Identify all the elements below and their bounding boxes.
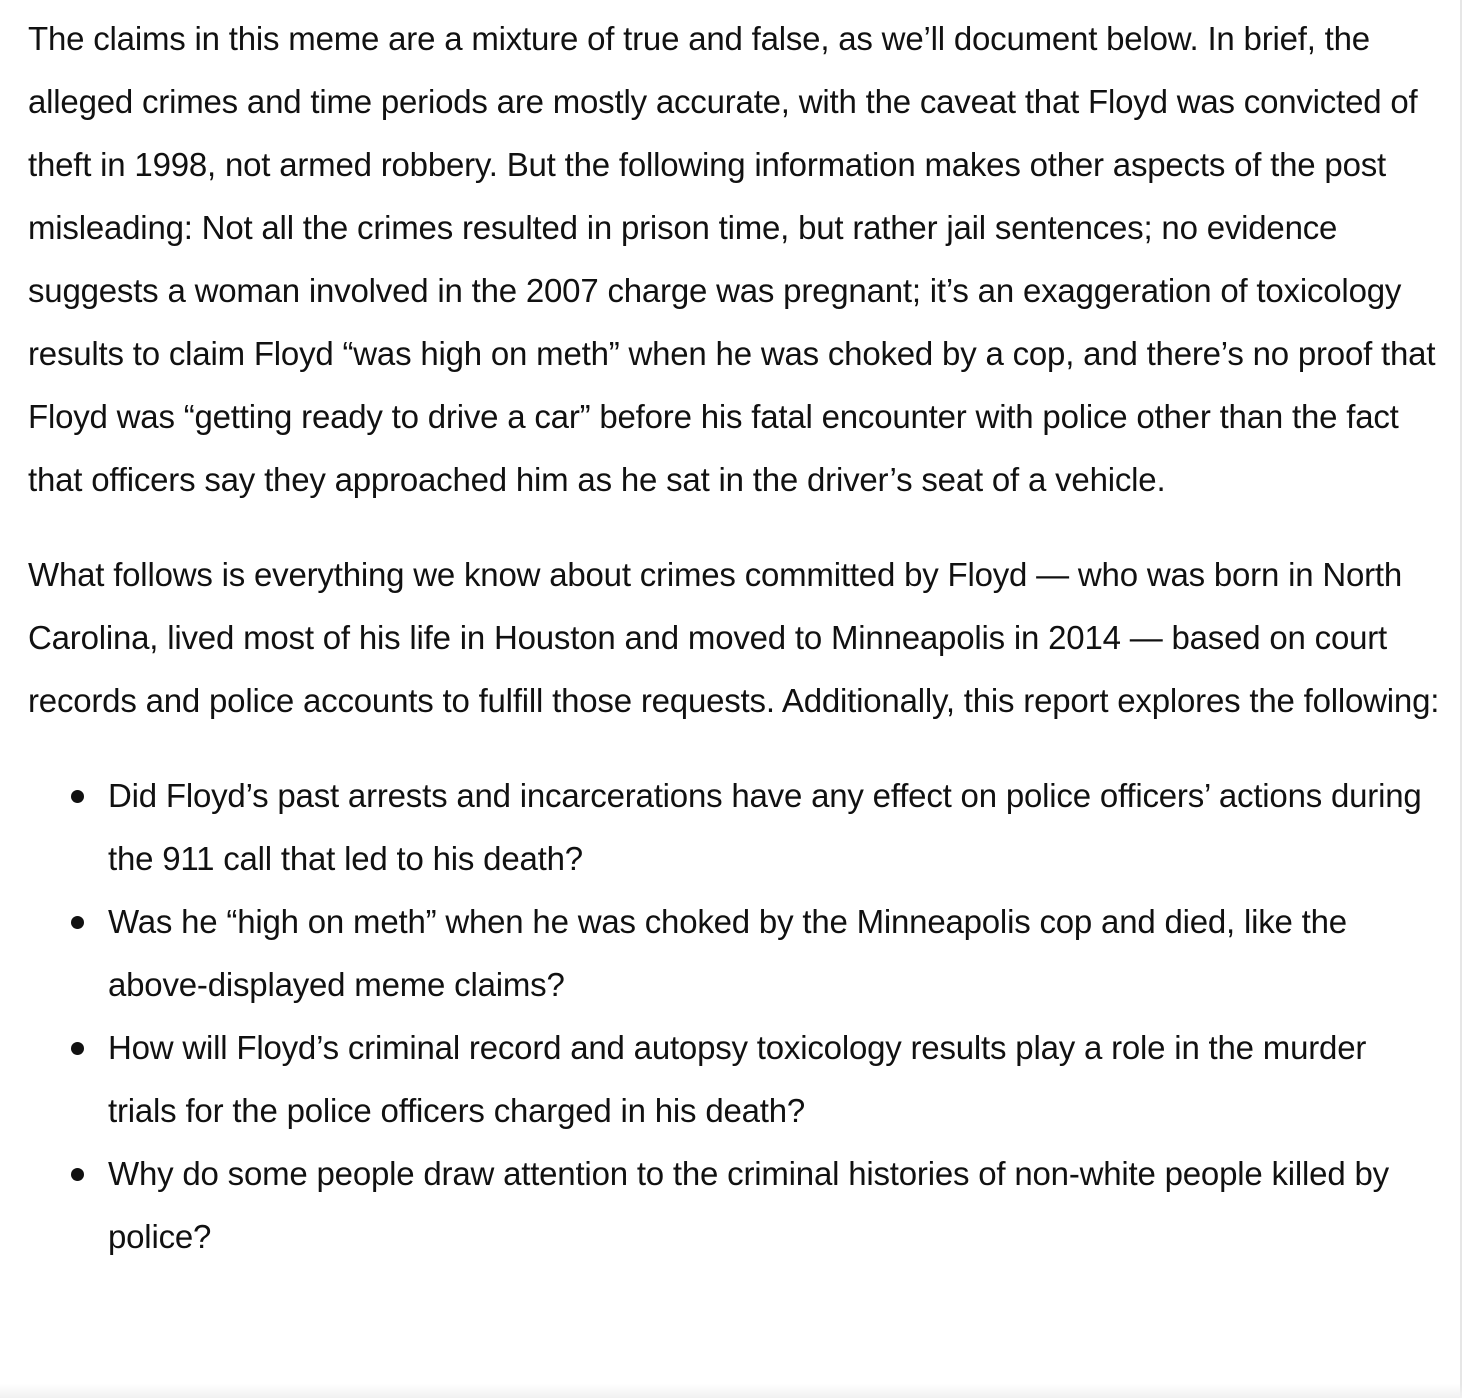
list-item-text: How will Floyd’s criminal record and autopsy toxicology results play a role in the murder trials for the police officers charged in his death?	[108, 1029, 1367, 1129]
bullet-icon	[71, 790, 84, 803]
list-item	[108, 1016, 1443, 1142]
bullet-icon	[71, 1042, 84, 1055]
overview-paragraph: What follows is everything we know about crimes committed by Floyd — who was born in North Carolina, lived most of his life in Houston and moved to Minneapolis in 2014 — based on court records and police accounts to fulfill those requests. Additionally, this report explores the following:	[28, 556, 1440, 719]
questions-list	[28, 764, 1443, 1268]
list-item-text: Did Floyd’s past arrests and incarcerations have any effect on police officers’ actions during the 911 call that led to his death?	[108, 777, 1422, 877]
list-item	[108, 1142, 1443, 1268]
intro-paragraph: The claims in this meme are a mixture of true and false, as we’ll document below. In brief, the alleged crimes and time periods are mostly accurate, with the caveat that Floyd was convicted of theft in 1998, not armed robbery. But the following information makes other aspects of the post misleading: Not all the crimes resulted in prison time, but rather jail sentences; no evidence suggests a woman involved in the 2007 charge was pregnant; it’s an exaggeration of toxicology results to claim Floyd “was high on meth” when he was choked by a cop, and there’s no proof that Floyd was “getting ready to drive a car” before his fatal encounter with police other than the fact that officers say they approached him as he sat in the driver’s seat of a vehicle.	[28, 20, 1436, 498]
bottom-edge-shadow	[0, 1384, 1462, 1398]
list-item	[108, 890, 1443, 1016]
list-item-text: Why do some people draw attention to the criminal histories of non-white people killed by police?	[108, 1155, 1389, 1255]
bullet-icon	[71, 1168, 84, 1181]
bullet-icon	[71, 916, 84, 929]
article-body	[28, 7, 1443, 1268]
list-item	[108, 764, 1443, 890]
list-item-text: Was he “high on meth” when he was choked by the Minneapolis cop and died, like the above-displayed meme claims?	[108, 903, 1347, 1003]
